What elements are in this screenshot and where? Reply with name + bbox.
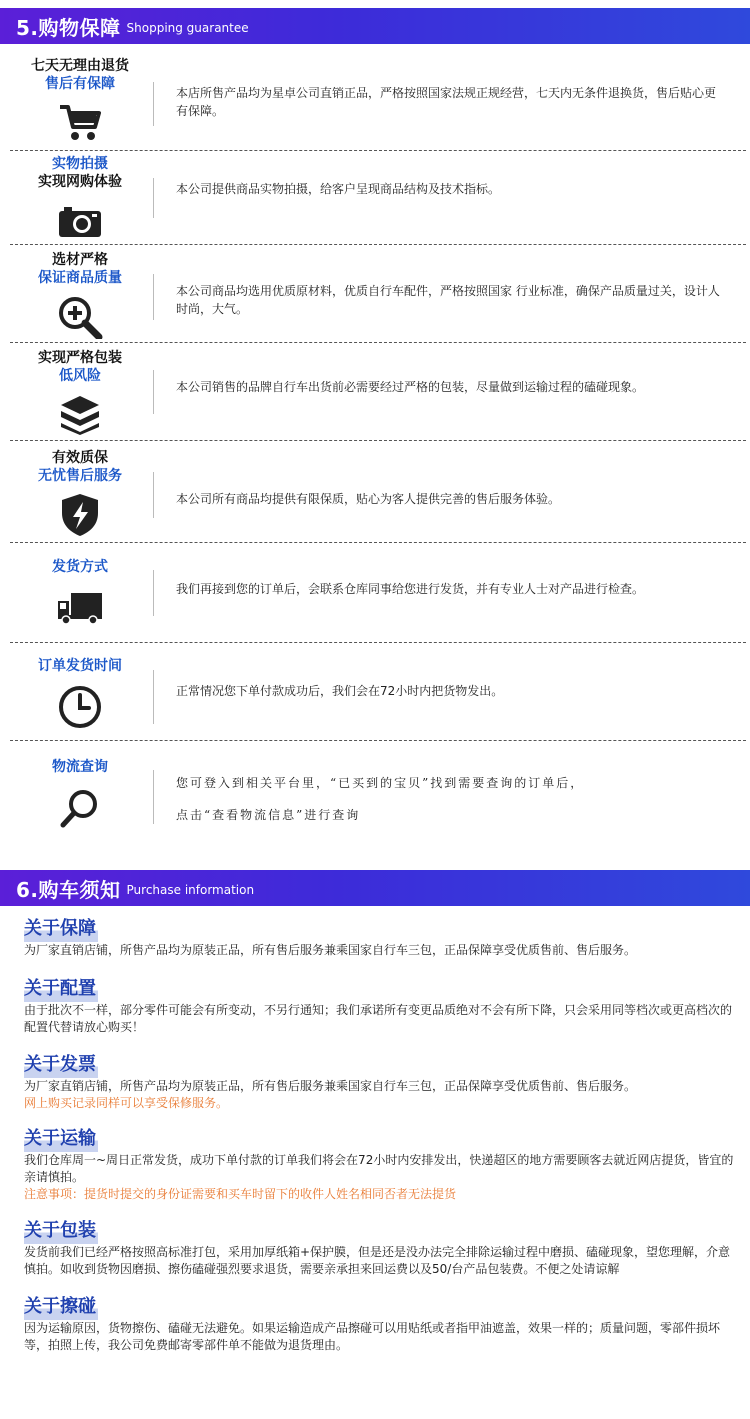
row-title: 实现严格包装 — [38, 350, 122, 366]
notice-text: 发货前我们已经严格按照高标准打包，采用加厚纸箱+保护膜，但是还是没办法完全排除运输过程中磨损、磕碰现象，望您理解，介意慎拍。如收到货物因磨损、擦伤磕碰强烈要求退货，需要亲承担来回运费以及50/台产品包装费。不便之处请谅解 — [24, 1245, 731, 1276]
guarantee-row-material — [0, 248, 750, 342]
notice-highlight: 网上购买记录同样可以享受保修服务。 — [24, 1096, 229, 1110]
row-title: 选材严格 — [52, 252, 108, 268]
notice-heading: 关于运输 — [24, 1126, 98, 1152]
notice-highlight: 注意事项：提货时提交的身份证需要和买车时留下的收件人姓名相同否者无法提货 — [24, 1187, 457, 1201]
notice-heading: 关于擦碰 — [24, 1294, 98, 1320]
notice-shipping — [24, 1126, 734, 1203]
zoom-in-icon — [56, 295, 104, 339]
row-description-line-1: 您可登入到相关平台里，“已买到的宝贝”找到需要查询的订单后， — [176, 776, 585, 790]
row-description: 本公司所有商品均提供有限保质，贴心为客人提供完善的售后服务体验。 — [176, 492, 561, 506]
package-box-icon — [56, 393, 104, 437]
shopping-cart-icon — [56, 101, 104, 145]
row-title: 物流查询 — [52, 759, 108, 775]
guarantee-row-shipping — [0, 546, 750, 642]
clock-icon — [56, 685, 104, 729]
search-icon — [56, 786, 104, 830]
notice-text: 为厂家直销店铺，所售产品均为原装正品，所有售后服务兼乘国家自行车三包，正品保障享受优质售前、售后服务。 — [24, 1079, 637, 1093]
row-title: 七天无理由退货 — [31, 58, 129, 74]
row-description: 本公司销售的品牌自行车出货前必需要经过严格的包装，尽量做到运输过程的磕碰现象。 — [176, 380, 645, 394]
truck-icon — [56, 586, 104, 630]
divider — [10, 542, 746, 543]
guarantee-row-dispatch-time — [0, 646, 750, 740]
notice-heading: 关于发票 — [24, 1052, 98, 1078]
divider — [10, 244, 746, 245]
section-6-subtitle: Purchase information — [126, 883, 255, 897]
notice-guarantee — [24, 916, 734, 959]
divider — [10, 740, 746, 741]
row-description: 本公司商品均选用优质原材料，优质自行车配件，严格按照国家 行业标准，确保产品质量过关，设计人时尚，大气。 — [176, 284, 720, 316]
guarantee-row-tracking — [0, 744, 750, 844]
camera-icon — [56, 199, 104, 243]
section-5-title: 5.购物保障 — [16, 15, 121, 40]
guarantee-row-packaging — [0, 346, 750, 440]
notice-heading: 关于保障 — [24, 916, 98, 942]
row-subtitle: 保证商品质量 — [38, 270, 122, 286]
row-subtitle: 低风险 — [59, 368, 101, 384]
notice-text: 因为运输原因，货物擦伤、磕碰无法避免。如果运输造成产品擦碰可以用贴纸或者指甲油遮盖，效果一样的；质量问题，零部件损坏等，拍照上传，我公司免费邮寄零部件单不能做为退货理由。 — [24, 1321, 721, 1352]
row-subtitle: 无忧售后服务 — [38, 468, 122, 484]
row-title: 实物拍摄 — [52, 156, 108, 172]
section-6-title: 6.购车须知 — [16, 877, 121, 902]
shield-bolt-icon — [56, 493, 104, 537]
row-description: 我们再接到您的订单后，会联系仓库同事给您进行发货，并有专业人士对产品进行检查。 — [176, 582, 645, 596]
row-title: 发货方式 — [52, 559, 108, 575]
notice-configuration — [24, 976, 734, 1036]
guarantee-row-warranty — [0, 444, 750, 542]
row-description: 正常情况您下单付款成功后，我们会在72小时内把货物发出。 — [176, 684, 504, 698]
notice-heading: 关于配置 — [24, 976, 98, 1002]
guarantee-row-photo — [0, 154, 750, 244]
section-6-banner — [0, 870, 750, 906]
notice-text: 我们仓库周一~周日正常发货，成功下单付款的订单我们将会在72小时内安排发出，快递超区的地方需要顾客去就近网店提货，皆宜的亲请慎拍。 — [24, 1153, 734, 1184]
section-5-subtitle: Shopping guarantee — [126, 21, 249, 35]
divider — [10, 642, 746, 643]
divider — [10, 342, 746, 343]
guarantee-row-return — [0, 52, 750, 150]
divider — [10, 440, 746, 441]
row-description: 本公司提供商品实物拍摄，给客户呈现商品结构及技术指标。 — [176, 182, 501, 196]
row-title: 订单发货时间 — [38, 658, 122, 674]
row-description: 本店所售产品均为星卓公司直销正品，严格按照国家法规正规经营，七天内无条件退换货，售后贴心更有保障。 — [176, 86, 717, 118]
section-5-banner — [0, 8, 750, 44]
row-subtitle: 实现网购体验 — [38, 174, 122, 190]
row-title: 有效质保 — [52, 450, 108, 466]
notice-invoice — [24, 1052, 734, 1112]
row-description-line-2: 点击“查看物流信息”进行查询 — [176, 808, 361, 822]
notice-scratches — [24, 1294, 734, 1354]
notice-packaging — [24, 1218, 734, 1278]
notice-text: 由于批次不一样，部分零件可能会有所变动，不另行通知；我们承诺所有变更品质绝对不会有所下降，只会采用同等档次或更高档次的配置代替请放心购买！ — [24, 1003, 733, 1034]
row-subtitle: 售后有保障 — [45, 76, 115, 92]
divider — [10, 150, 746, 151]
notice-heading: 关于包装 — [24, 1218, 98, 1244]
notice-text: 为厂家直销店铺，所售产品均为原装正品，所有售后服务兼乘国家自行车三包，正品保障享受优质售前、售后服务。 — [24, 943, 637, 957]
